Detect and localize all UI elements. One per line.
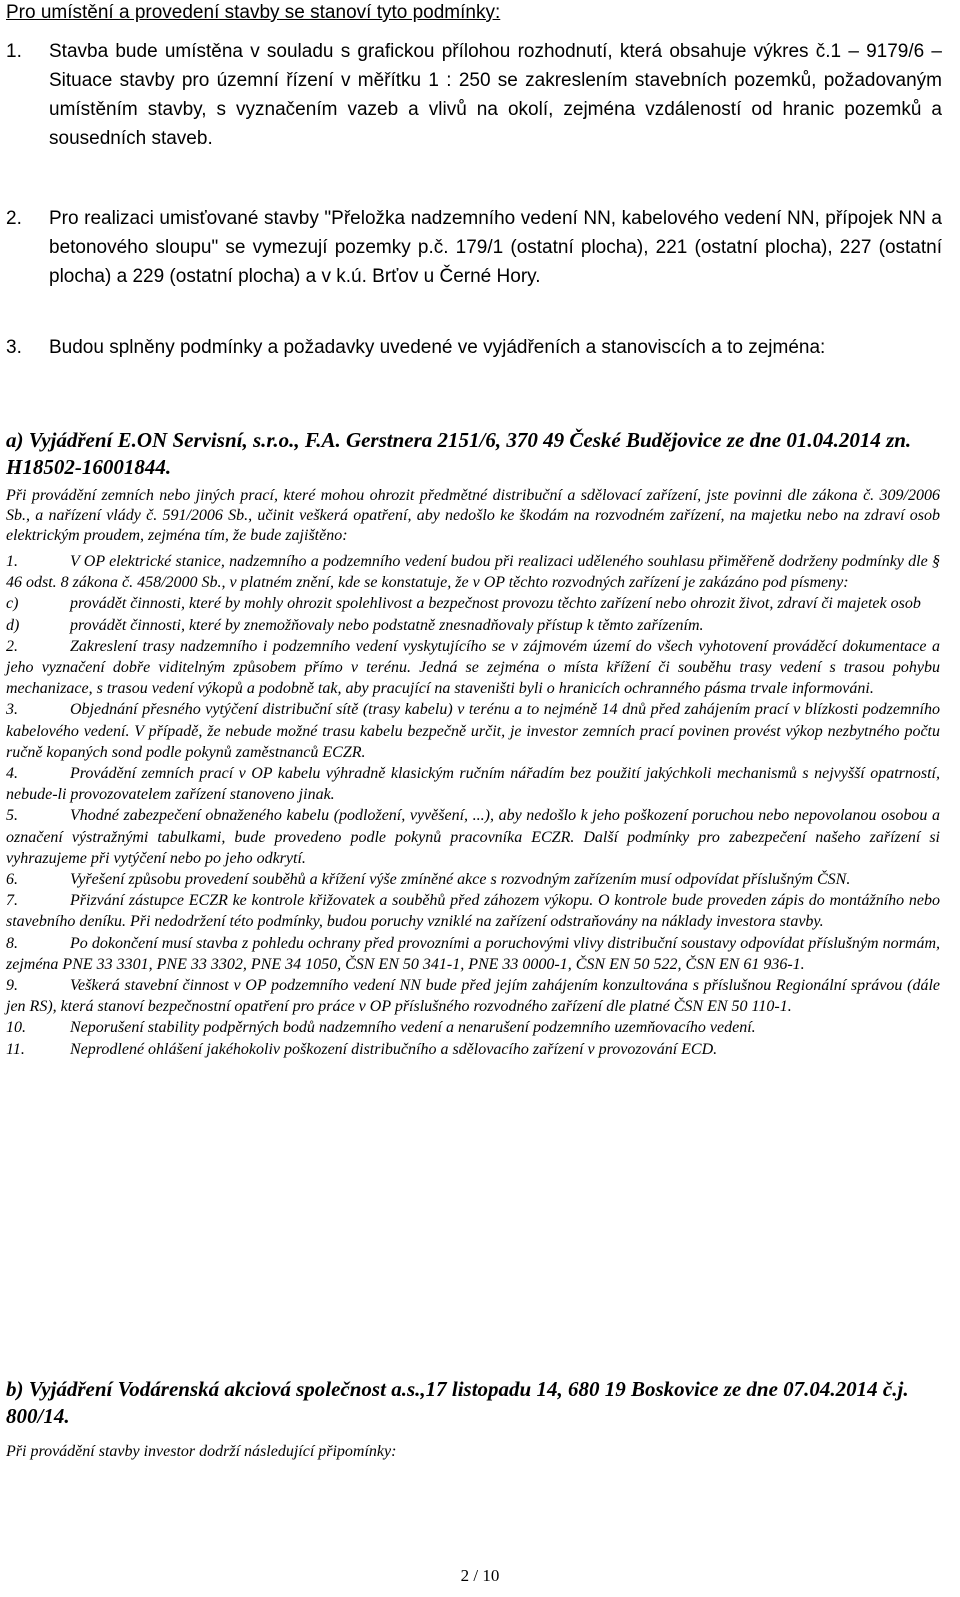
item-number: 2. (6, 637, 18, 655)
item-text: Zakreslení trasy nadzemního i podzemního vedení vyskytujícího se v zájmovém území do všech vyhotovení prováděcí dokumentace a jeho vyznačení dobře viditelným způsobem přímo v terénu. Jedná se zejména o místa křížení či souběhu trasy vedení s trasou pohybu mechanizace, s trasou vedení výkopů a podobně tak, aby pracující na staveništi byli o hranicích ochranného pásma trvale informováni. (6, 637, 940, 698)
item-text: Vyřešení způsobu provedení souběhů a křížení výše zmíněné akce s rozvodným zařízením musí odpovídat příslušným ČSN. (70, 871, 851, 889)
list-item (6, 1039, 940, 1060)
item-text: Veškerá stavební činnost v OP podzemního vedení NN bude před jejím zahájením konzultována s příslušnou Regionální správou (dále jen RS), která stanoví bezpečnostní opatření pro práce v OP příslušného rozvodného zařízení dle platné ČSN EN 50 110-1. (6, 977, 940, 1016)
list-item (6, 763, 940, 805)
list-item (6, 890, 940, 932)
item-text: provádět činnosti, které by mohly ohrozit spolehlivost a bezpečnost provozu těchto zařízení nebo ohrozit život, zdraví či majetek osob (70, 595, 921, 613)
condition-text: Pro realizaci umisťované stavby "Přeložka nadzemního vedení NN, kabelového vedení NN, přípojek NN a betonového sloupu" se vymezují pozemky p.č. 179/1 (ostatní plocha), 221 (ostatní plocha), 227 (ostatní plocha) a 229 (ostatní plocha) a v k.ú. Brťov u Černé Hory. (49, 208, 942, 287)
item-number: 11. (6, 1040, 25, 1058)
section-a-title: a) Vyjádření E.ON Servisní, s.r.o., F.A. Gerstnera 2151/6, 370 49 České Budějovice ze dne 01.04.2014 zn. H18502-16001844. (6, 428, 912, 479)
condition-text: Stavba bude umístěna v souladu s grafickou přílohou rozhodnutí, která obsahuje výkres č.1 – 9179/6 – Situace stavby pro územní řízení v měřítku 1 : 250 se zakreslením stavebních pozemků, požadovaným umístěním stavby, s vyznačením vazeb a vlivů na okolí, zejména vzdáleností od hranic pozemků a sousedních staveb. (49, 41, 942, 149)
list-item (6, 699, 940, 763)
item-number: 5. (6, 807, 18, 825)
condition-3 (6, 333, 942, 362)
list-item (6, 636, 940, 700)
item-text: Vhodné zabezpečení obnaženého kabelu (podložení, vyvěšení, ...), aby nedošlo k jeho poškození poruchou nebo nepovolanou osobou a označení výstražnými tabulkami, bude provedeno podle pokynů pracovníka ECZR. Další podmínky pro zabezpečení našeho zařízení si vyhrazujeme při vytýčení nebo po jeho odkrytí. (6, 807, 940, 867)
item-text: Přizvání zástupce ECZR ke kontrole křižovatek a souběhů před záhozem výkopu. O kontrole bude proveden zápis do montážního nebo stavebního deníku. Při nedodržení této podmínky, budou poruchy vzniklé na zařízení odstraňovány na náklady investora stavby. (6, 892, 940, 931)
list-item (6, 975, 940, 1017)
item-text: provádět činnosti, které by znemožňovaly nebo podstatně znesnadňovaly přístup k těmto zařízením. (70, 616, 704, 634)
list-item (6, 1060, 940, 1081)
condition-number: 2. (6, 208, 22, 229)
item-number: c) (6, 595, 19, 613)
item-text: Provádění zemních prací v OP kabelu výhradně klasickým ručním nářadím bez použití jakýchkoli mechanismů s nejvyšší opatrností, nebude-li provozovatelem zařízení stanoveno jinak. (6, 765, 940, 804)
list-item (6, 933, 940, 975)
item-text: Objednání přesného vytýčení distribuční sítě (trasy kabelu) v terénu a to nejméně 14 dnů před zahájením prací v blízkosti podzemního kabelového vedení. V případě, že nebude možné trasu kabelu bezpečně určit, je investor zemních prací povinen provést výkop nezbytného počtu ručně kopaných sond podle pokynů zaměstnanců ECZR. (6, 701, 940, 761)
conditions-heading: Pro umístění a provedení stavby se stanoví tyto podmínky: (6, 2, 501, 23)
item-text: Po dokončení musí stavba z pohledu ochrany před provozními a poruchovými vlivy distribuční soustavy odpovídat příslušným normám, zejména PNE 33 3301, PNE 33 3302, PNE 34 1050, ČSN EN 50 341-1, PNE 33 0000-1, ČSN EN 50 522, ČSN EN 61 936-1. (6, 934, 940, 973)
item-text: Neporušení stability podpěrných bodů nadzemního vedení a nenarušení podzemního uzemňovacího vedení. (70, 1019, 756, 1037)
condition-text: Budou splněny podmínky a požadavky uvedené ve vyjádřeních a stanoviscích a to zejména: (49, 337, 826, 358)
item-number: 9. (6, 977, 18, 995)
condition-2 (6, 204, 942, 291)
list-item (6, 551, 940, 593)
list-item (6, 615, 940, 636)
item-number: 1. (6, 553, 18, 570)
item-text: Neprodlené ohlášení jakéhokoliv poškození distribučního a sdělovacího zařízení v provozování ECD. (70, 1040, 718, 1058)
item-number: 7. (6, 892, 18, 910)
section-a-items (6, 551, 940, 1081)
item-number: d) (6, 616, 20, 634)
section-b-title: b) Vyjádření Vodárenská akciová společnost a.s.,17 listopadu 14, 680 19 Boskovice ze dne 07.04.2014 č.j. 800/14. (6, 1377, 909, 1428)
item-text: V OP elektrické stanice, nadzemního a podzemního vedení budou při realizaci uděleného souhlasu přiměřeně dodrženy podmínky dle § 46 odst. 8 zákona č. 458/2000 Sb., v platném znění, kde se konstatuje, že v OP těchto rozvodných zařízení je zakázáno pod písmeny: (6, 553, 940, 592)
item-number: 6. (6, 871, 18, 889)
item-number: 8. (6, 934, 18, 952)
page-number: 2 / 10 (460, 1566, 500, 1585)
list-item (6, 1017, 940, 1038)
list-item (6, 869, 940, 890)
item-number: 3. (6, 701, 18, 719)
condition-number: 1. (6, 41, 22, 62)
list-item (6, 593, 940, 614)
section-b-intro: Při provádění stavby investor dodrží následující připomínky: (6, 1443, 397, 1460)
item-number: 4. (6, 765, 18, 783)
section-a-intro: Při provádění zemních nebo jiných prací, které mohou ohrozit předmětné distribuční a sdělovací zařízení, jste povinni dle zákona č. 309/2006 Sb., a nařízení vlády č. 591/2006 Sb., učinit veškerá opatření, aby nedošlo ke škodám na rozvodném zařízení, na majetku nebo na zdraví osob elektrickým proudem, zejména tím, že bude zajištěno: (6, 487, 940, 544)
item-number: 10. (6, 1019, 26, 1037)
condition-1 (6, 37, 942, 153)
list-item (6, 805, 940, 869)
condition-number: 3. (6, 337, 22, 358)
